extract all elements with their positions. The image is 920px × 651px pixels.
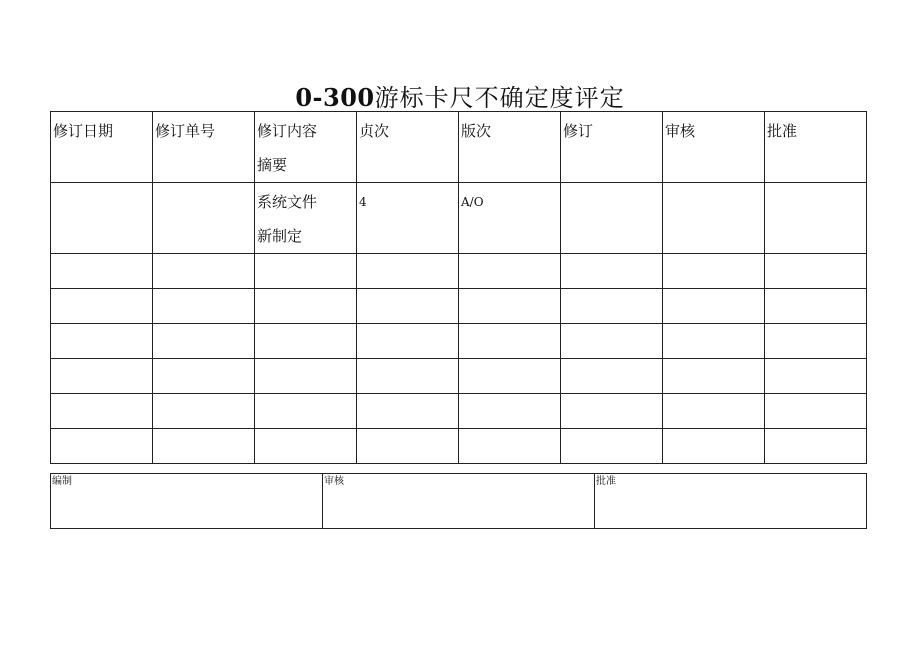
cell-value [765,289,866,291]
table-cell [765,183,867,254]
table-cell [663,359,765,394]
cell-value [51,254,152,256]
table-cell [663,394,765,429]
cell-value: 4 [359,195,367,209]
cell-value [459,394,560,396]
table-cell [51,359,153,394]
cell-value [561,254,662,256]
header-label: 贞次 [359,122,390,140]
cell-value [357,289,458,291]
revision-table [50,111,867,464]
cell-value [357,254,458,256]
header-cell-revision-no [153,112,255,183]
cell-value [459,254,560,256]
table-cell [255,394,357,429]
header-cell-reviewed-by [663,112,765,183]
cell-value [255,359,356,361]
header-label: 修订单号 [155,122,216,140]
cell-value [255,394,356,396]
table-cell [357,289,459,324]
table-cell [459,429,561,464]
table-cell [663,429,765,464]
cell-value [561,183,662,185]
cell-value [51,324,152,326]
table-cell [51,289,153,324]
table-cell [663,289,765,324]
title-prefix: 0-300 [295,83,375,112]
table-cell [153,254,255,289]
header-cell-revised-by [561,112,663,183]
table-cell [255,254,357,289]
header-label: 修订 [563,122,594,140]
cell-value [357,359,458,361]
cell-value [51,394,152,396]
cell-value [561,429,662,431]
signature-cell-reviewed-by [323,474,595,529]
table-cell [255,324,357,359]
table-cell [51,394,153,429]
table-cell [357,359,459,394]
table-cell [765,429,867,464]
cell-value [561,394,662,396]
title-main: 游标卡尺不确定度评定 [374,84,625,112]
table-cell [765,394,867,429]
revision-table-header-row [51,112,867,183]
table-cell [663,254,765,289]
table-cell [153,394,255,429]
header-label: 批准 [767,122,798,140]
table-cell [255,183,357,254]
cell-value [153,394,254,396]
cell-value [153,183,254,185]
signature-cell-prepared-by [51,474,323,529]
cell-value [765,359,866,361]
table-cell [765,254,867,289]
table-row [51,289,867,324]
cell-value [153,429,254,431]
signature-label: 批准 [596,476,616,487]
cell-value [255,254,356,256]
table-cell [561,359,663,394]
cell-value [459,324,560,326]
cell-value [765,254,866,256]
header-cell-approved-by [765,112,867,183]
table-cell [459,359,561,394]
cell-value [357,394,458,396]
cell-value [153,254,254,256]
cell-value [255,429,356,431]
cell-value [765,324,866,326]
cell-value [663,324,764,326]
table-cell [255,289,357,324]
cell-value [765,394,866,396]
header-label: 审核 [665,122,696,140]
table-cell [153,324,255,359]
table-cell [663,183,765,254]
table-cell [459,183,561,254]
cell-value [663,183,764,185]
table-cell [561,394,663,429]
header-label: 版次 [461,122,492,140]
cell-value [663,359,764,361]
cell-value [51,183,152,185]
cell-value [663,254,764,256]
table-cell [357,429,459,464]
table-cell [153,359,255,394]
header-label: 修订日期 [53,122,114,140]
signature-label: 审核 [324,476,344,487]
header-label: 修订内容摘要 [257,122,318,174]
cell-value [459,289,560,291]
signature-cell-approved-by [595,474,867,529]
table-cell [459,394,561,429]
cell-value [153,359,254,361]
table-cell [561,289,663,324]
table-cell [255,359,357,394]
cell-value [765,183,866,185]
table-row [51,324,867,359]
cell-value [153,289,254,291]
cell-value [51,429,152,431]
cell-value [459,359,560,361]
cell-value [51,359,152,361]
cell-value [153,324,254,326]
cell-value: A/O [461,195,484,209]
cell-value [357,429,458,431]
cell-value [255,289,356,291]
page-title [0,78,920,113]
table-cell [459,289,561,324]
cell-value [357,324,458,326]
table-row [51,183,867,254]
table-cell [357,183,459,254]
table-cell [153,289,255,324]
table-cell [561,429,663,464]
table-cell [51,183,153,254]
cell-value [561,289,662,291]
header-cell-revision-date [51,112,153,183]
table-cell [765,359,867,394]
table-cell [357,394,459,429]
table-cell [663,324,765,359]
signature-table [50,473,867,529]
signature-row [51,474,867,529]
cell-value [765,429,866,431]
cell-value [561,359,662,361]
table-cell [765,324,867,359]
table-cell [459,254,561,289]
table-cell [153,429,255,464]
cell-value [51,289,152,291]
table-row [51,394,867,429]
cell-value [663,394,764,396]
table-cell [51,429,153,464]
table-cell [357,324,459,359]
cell-value [663,429,764,431]
cell-value [255,324,356,326]
table-cell [561,254,663,289]
table-row [51,254,867,289]
table-cell [255,429,357,464]
table-cell [561,183,663,254]
table-cell [459,324,561,359]
table-cell [51,324,153,359]
table-row [51,429,867,464]
signature-label: 编制 [52,476,72,487]
table-cell [153,183,255,254]
header-cell-page [357,112,459,183]
cell-value [561,324,662,326]
table-cell [357,254,459,289]
table-cell [51,254,153,289]
cell-value: 系统文件新制定 [257,193,318,245]
header-cell-version [459,112,561,183]
table-cell [561,324,663,359]
cell-value [663,289,764,291]
table-row [51,359,867,394]
table-cell [765,289,867,324]
cell-value [459,429,560,431]
header-cell-revision-summary [255,112,357,183]
